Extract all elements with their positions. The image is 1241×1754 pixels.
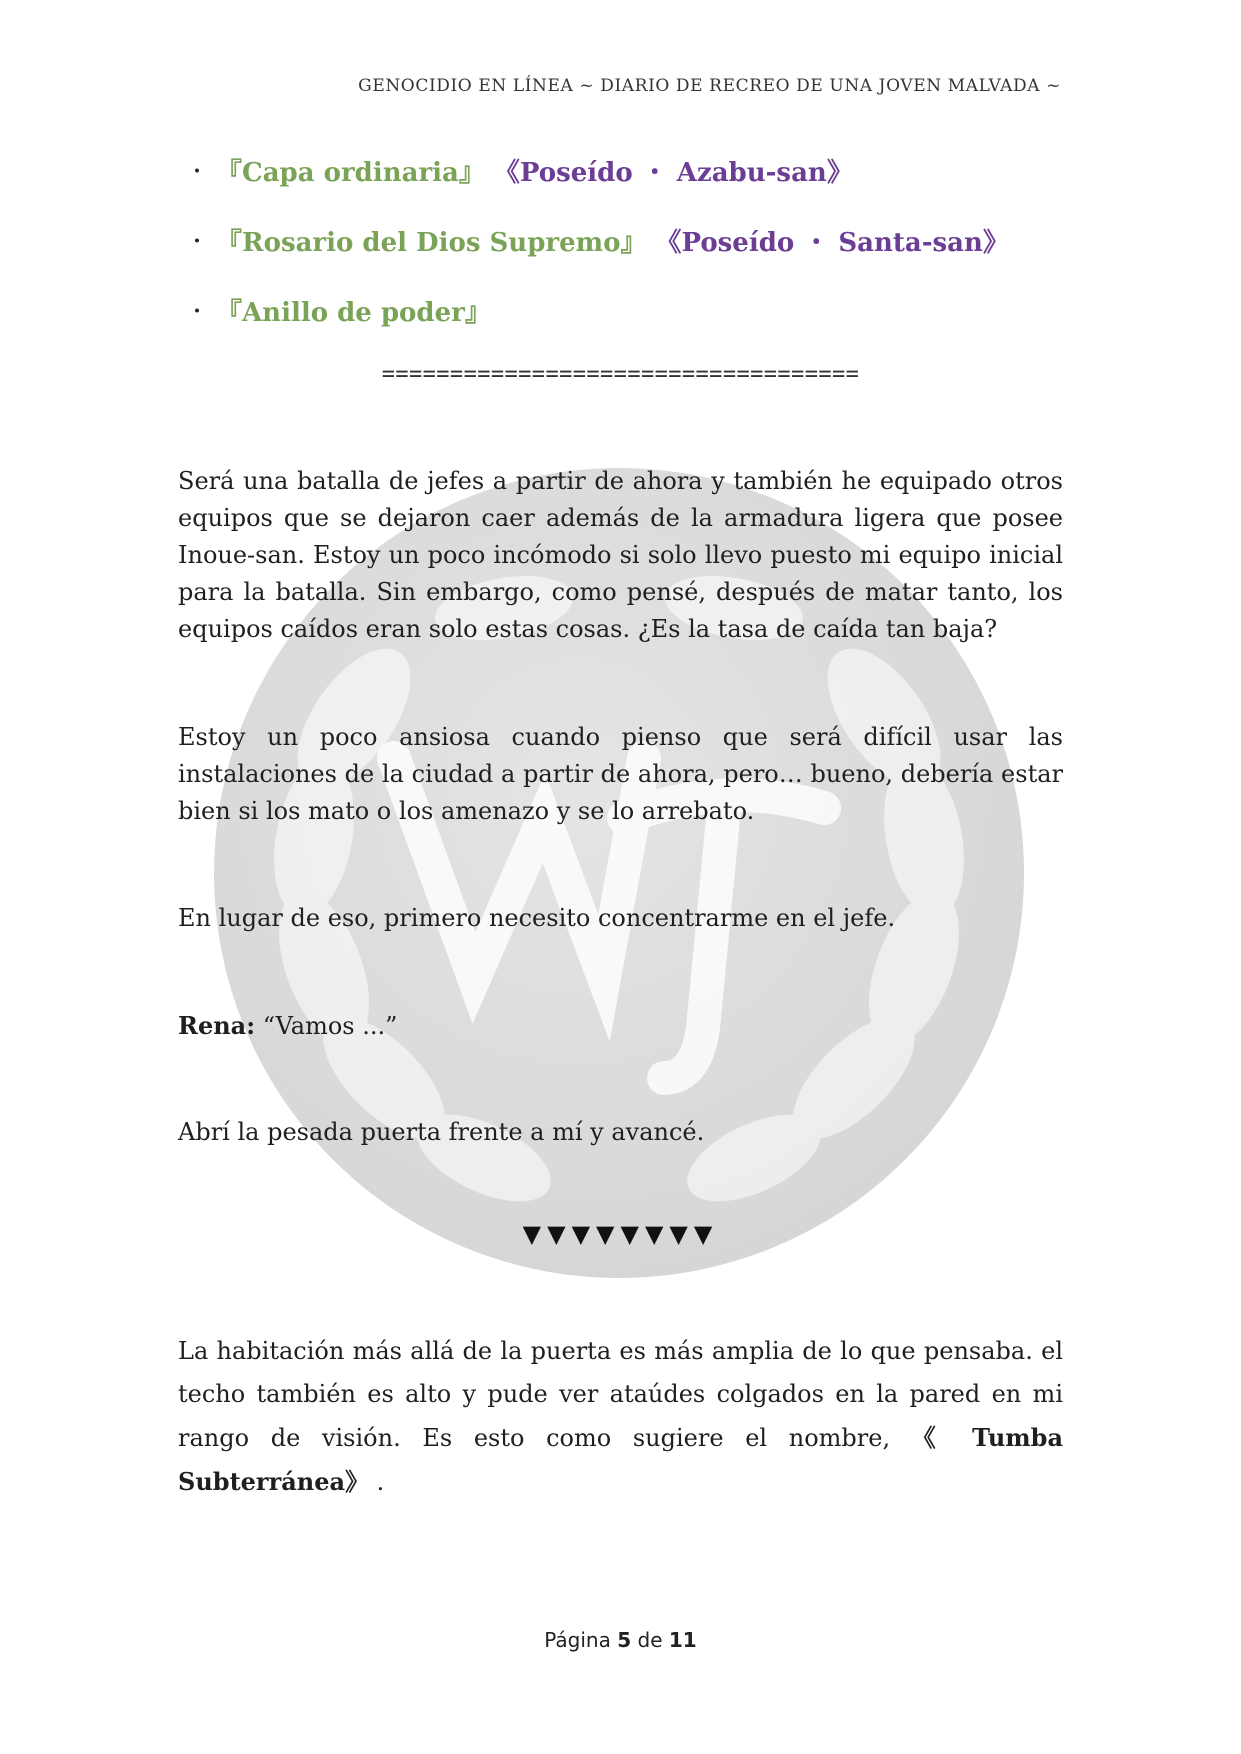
item-name-row — [216, 290, 491, 336]
paragraph-6 — [178, 1330, 1063, 1504]
dialogue-line — [178, 1007, 1063, 1045]
item-name-row — [216, 150, 853, 196]
location-name: 《 Tumba Subterránea》 — [178, 1423, 1063, 1496]
item-name-row — [216, 220, 1009, 266]
paragraph-2: Estoy un poco ansiosa cuando pienso que será difícil usar las instalaciones de la ciudad a partir de ahora, pero… bueno, debería estar bien si los mato o los amenazo y se lo arrebato. — [178, 723, 1063, 825]
bullet-icon: ・ — [186, 230, 209, 255]
paragraph-3: En lugar de eso, primero necesito concentrarme en el jefe. — [178, 904, 896, 932]
page-footer — [0, 1628, 1241, 1652]
footer-prefix: Página — [544, 1628, 611, 1652]
scene-divider: ▼▼▼▼▼▼▼▼ — [522, 1220, 719, 1248]
item-possessed: 《Poseído ・ Azabu-san》 — [506, 158, 853, 188]
item-name: 『Anillo de poder』 — [216, 298, 491, 328]
separator-line: =================================== — [381, 362, 860, 387]
dialogue-text: “Vamos ...” — [262, 1012, 398, 1040]
total-pages: 11 — [668, 1628, 697, 1652]
current-page: 5 — [617, 1628, 632, 1652]
item-possessed: 《Poseído ・ Santa-san》 — [668, 228, 1009, 258]
paragraph-1: Será una batalla de jefes a partir de ahora y también he equipado otros equipos que se dejaron caer además de la armadura ligera que posee Inoue-san. Estoy un poco incómodo si solo llevo puesto mi equipo inicial para la batalla. Sin embargo, como pensé, después de matar tanto, los equipos caídos eran solo estas cosas. ¿Es la tasa de caída tan baja? — [178, 467, 1063, 643]
bullet-icon: ・ — [186, 160, 209, 185]
paragraph-5: Abrí la pesada puerta frente a mí y avancé. — [178, 1118, 705, 1146]
item-name: 『Capa ordinaria』 — [216, 158, 485, 188]
paragraph-6-end: . — [369, 1468, 385, 1496]
bullet-icon: ・ — [186, 300, 209, 325]
item-name: 『Rosario del Dios Supremo』 — [216, 228, 647, 258]
running-header: GENOCIDIO EN LÍNEA ~ DIARIO DE RECREO DE UNA JOVEN MALVADA ~ — [358, 76, 1061, 96]
footer-mid: de — [637, 1628, 663, 1652]
speaker-name: Rena: — [178, 1011, 256, 1040]
paragraph-6-text: La habitación más allá de la puerta es más amplia de lo que pensaba. el techo también es alto y pude ver ataúdes colgados en la pared en mi rango de visión. Es esto como sugiere el nombre, — [178, 1337, 1063, 1452]
